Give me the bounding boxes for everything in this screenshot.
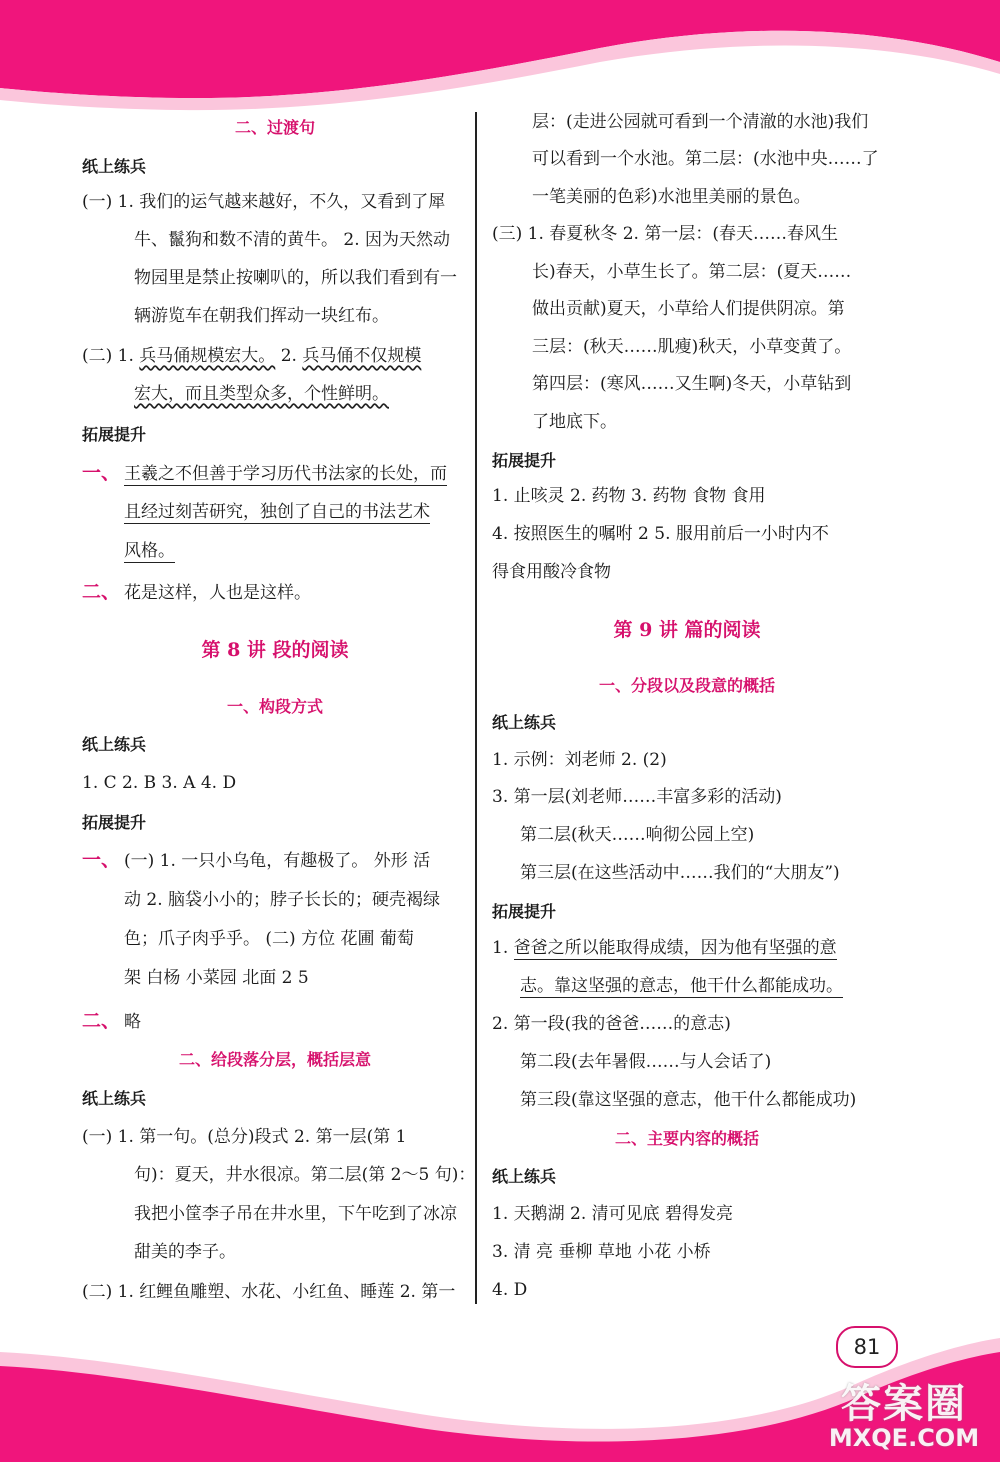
answer-line: 3. 第一层(刘老师……丰富多彩的活动) (492, 787, 782, 807)
page-number: 81 (836, 1326, 898, 1368)
answer-line: 长)春天，小草生长了。第二层：(夏天…… (532, 262, 852, 282)
answer-line (82, 345, 421, 367)
underlined-answer: 爸爸之所以能取得成绩，因为他有坚强的意 (513, 938, 837, 958)
section-title: 一、构段方式 (226, 697, 323, 716)
underlined-answer: 风格。 (124, 541, 175, 561)
underlined-answer: 王羲之不但善于学习历代书法家的长处，而 (124, 464, 447, 484)
subheading: 拓展提升 (492, 902, 557, 921)
answer-prefix: 1. (492, 938, 514, 958)
watermark-url: MXQE.COM (828, 1424, 980, 1452)
item-marker: 一、 (82, 849, 121, 871)
answer-line: 甜美的李子。 (134, 1242, 236, 1262)
answer-line: 了地底下。 (532, 412, 617, 432)
answer-line: 辆游览车在朝我们挥动一块红布。 (134, 306, 389, 326)
answer-line: 牛、鬣狗和数不清的黄牛。 2. 因为天然动 (134, 230, 451, 250)
item-marker: 二、 (82, 1010, 121, 1032)
subheading: 拓展提升 (492, 451, 557, 470)
answer-line: 三层：(秋天……肌瘦)秋天，小草变黄了。 (532, 337, 852, 357)
answer-line (124, 540, 175, 562)
answer-line: (一) 1. 一只小乌龟，有趣极了。 外形 活 (124, 851, 431, 871)
answer-line: 一笔美丽的色彩)水池里美丽的景色。 (532, 187, 811, 207)
answer-line: 花是这样，人也是这样。 (124, 583, 311, 603)
section-title: 一、分段以及段意的概括 (598, 676, 775, 695)
section-title: 二、主要内容的概括 (614, 1129, 759, 1148)
answer-line: 我把小筐李子吊在井水里，下午吃到了冰凉 (134, 1204, 457, 1224)
subheading: 纸上练兵 (492, 1167, 557, 1186)
section-title: 二、给段落分层，概括层意 (178, 1050, 371, 1069)
answer-line: (三) 1. 春夏秋冬 2. 第一层：(春天……春风生 (492, 224, 838, 244)
answer-line: 1. 止咳灵 2. 药物 3. 药物 食物 食用 (492, 486, 766, 506)
answer-line (124, 501, 430, 523)
answer-line: 第三段(靠这坚强的意志，他干什么都能成功) (520, 1090, 857, 1110)
answer-line: 动 2. 脑袋小小的；脖子长长的；硬壳褐绿 (124, 890, 441, 910)
answer-line: 1. 天鹅湖 2. 清可见底 碧得发亮 (492, 1204, 734, 1224)
answer-line: 第二层(秋天……响彻公园上空) (520, 825, 755, 845)
answer-line: 4. 按照医生的嘱咐 2 5. 服用前后一小时内不 (492, 524, 829, 544)
answer-line: 做出贡献)夏天，小草给人们提供阴凉。第 (532, 299, 845, 319)
subheading: 拓展提升 (82, 425, 147, 444)
wavy-underlined-answer: 宏大，而且类型众多，个性鲜明。 (134, 384, 389, 404)
answer-line: 第三层(在这些活动中……我们的“大朋友”) (520, 863, 840, 883)
answer-line: 架 白杨 小菜园 北面 2 5 (124, 968, 309, 988)
answer-line: 第二段(去年暑假……与人会话了) (520, 1052, 772, 1072)
answer-line: 4. D (492, 1280, 528, 1300)
answer-line: 第四层：(寒风……又生啊)冬天，小草钻到 (532, 374, 852, 394)
answer-line: 3. 清 亮 垂柳 草地 小花 小桥 (492, 1242, 711, 1262)
answer-line: 句)：夏天，井水很凉。第二层(第 2～5 句)： (134, 1165, 476, 1185)
answer-line: 2. 第一段(我的爸爸……的意志) (492, 1014, 731, 1034)
answer-line (124, 463, 447, 485)
lecture-title: 第 9 讲 篇的阅读 (613, 619, 761, 641)
answer-line: 1. C 2. B 3. A 4. D (82, 773, 237, 793)
subheading: 纸上练兵 (82, 735, 147, 754)
top-decorative-band (0, 0, 1000, 120)
watermark-logo (814, 1372, 994, 1458)
answer-line: 层：(走进公园就可看到一个清澈的水池)我们 (532, 112, 869, 132)
section-title: 二、过渡句 (234, 118, 315, 137)
answer-line (520, 975, 843, 997)
answer-sep: 2. (275, 346, 303, 366)
column-divider (475, 112, 477, 1304)
underlined-answer: 且经过刻苦研究，独创了自己的书法艺术 (124, 502, 430, 522)
lecture-title: 第 8 讲 段的阅读 (201, 639, 349, 661)
answer-line: 可以看到一个水池。第二层：(水池中央……了 (532, 149, 879, 169)
subheading: 拓展提升 (82, 813, 147, 832)
wavy-underlined-answer: 兵马俑不仅规模 (302, 346, 422, 366)
answer-line: 略 (124, 1012, 141, 1032)
item-marker: 二、 (82, 581, 121, 603)
subheading: 纸上练兵 (82, 157, 147, 176)
wavy-underlined-answer: 兵马俑规模宏大。 (139, 346, 276, 366)
underlined-answer: 志。靠这坚强的意志，他干什么都能成功。 (520, 976, 843, 996)
answer-line (134, 383, 389, 405)
answer-line: 1. 示例：刘老师 2. (2) (492, 750, 667, 770)
answer-line: 物园里是禁止按喇叭的，所以我们看到有一 (134, 268, 457, 288)
answer-line: 得食用酸冷食物 (492, 562, 611, 582)
answer-line: (一) 1. 我们的运气越来越好，不久，又看到了犀 (82, 192, 446, 212)
subheading: 纸上练兵 (492, 713, 557, 732)
answer-line (492, 937, 837, 959)
item-marker: 一、 (82, 462, 121, 484)
subheading: 纸上练兵 (82, 1089, 147, 1108)
watermark-text: 答案圈 (841, 1381, 967, 1427)
answer-prefix: (二) 1. (82, 346, 140, 366)
answer-line: (一) 1. 第一句。(总分)段式 2. 第一层(第 1 (82, 1127, 407, 1147)
answer-line: (二) 1. 红鲤鱼雕塑、水花、小红鱼、睡莲 2. 第一 (82, 1282, 456, 1302)
answer-line: 色；爪子肉乎乎。 (二) 方位 花圃 葡萄 (124, 929, 414, 949)
